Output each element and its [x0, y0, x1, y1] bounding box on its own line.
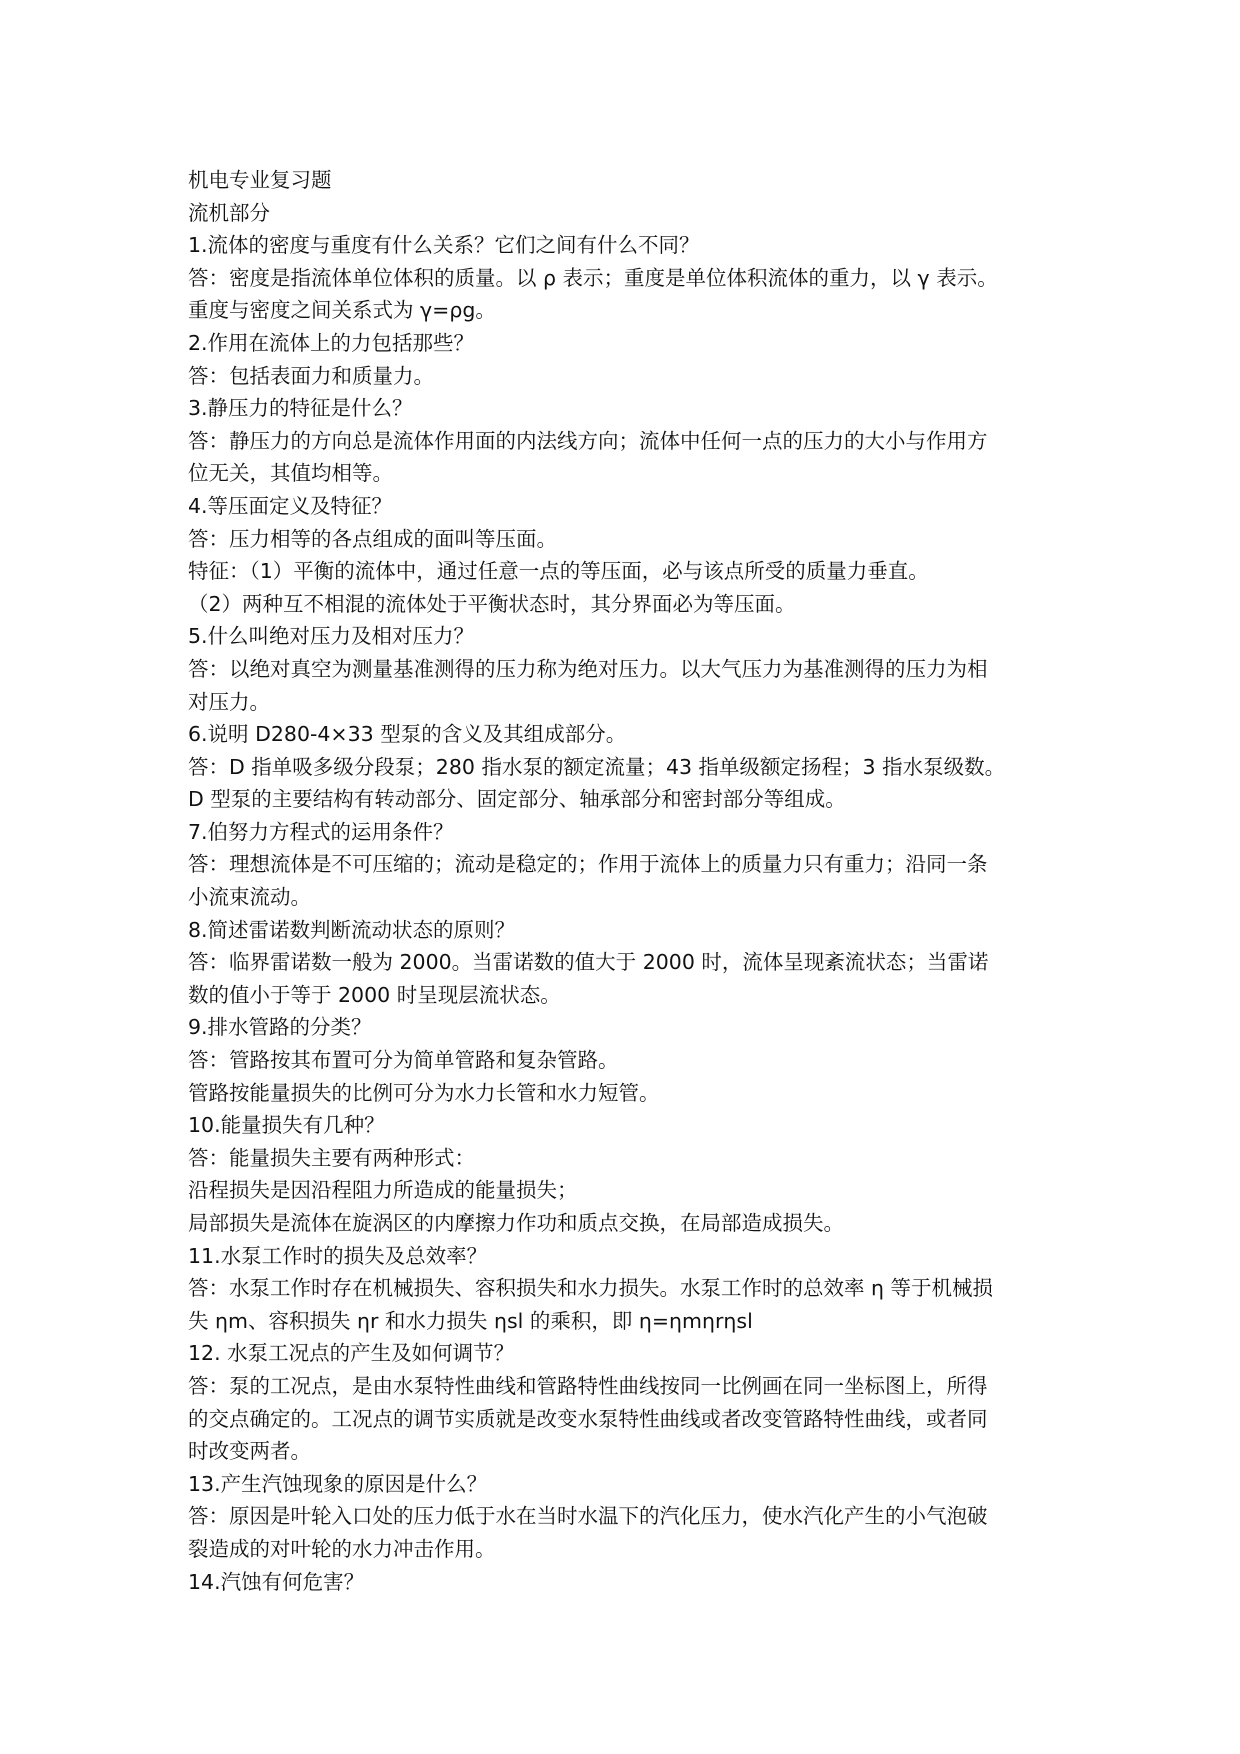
question-13: 13.产生汽蚀现象的原因是什么？	[188, 1471, 488, 1496]
answer-10-line-2: 沿程损失是因沿程阻力所造成的能量损失；	[188, 1178, 578, 1203]
answer-11-line-2: 失 ηm、容积损失 ηr 和水力损失 ηsl 的乘积，即 η=ηmηrηsl	[188, 1308, 753, 1333]
answer-9-line-2: 管路按能量损失的比例可分为水力长管和水力短管。	[188, 1080, 660, 1105]
document-title: 机电专业复习题	[188, 168, 332, 192]
question-14: 14.汽蚀有何危害？	[188, 1569, 365, 1594]
answer-10-line-1: 答：能量损失主要有两种形式：	[188, 1145, 475, 1170]
answer-12-line-1: 答：泵的工况点，是由水泵特性曲线和管路特性曲线按同一比例画在同一坐标图上，所得	[188, 1373, 988, 1398]
answer-5-line-2: 对压力。	[188, 689, 270, 714]
question-1: 1.流体的密度与重度有什么关系？它们之间有什么不同？	[188, 233, 700, 258]
answer-8-line-2: 数的值小于等于 2000 时呈现层流状态。	[188, 982, 561, 1007]
answer-11-line-1: 答：水泵工作时存在机械损失、容积损失和水力损失。水泵工作时的总效率 η 等于机械损	[188, 1276, 994, 1301]
question-6: 6.说明 D280-4×33 型泵的含义及其组成部分。	[188, 722, 627, 747]
answer-6-line-2: D 型泵的主要结构有转动部分、固定部分、轴承部分和密封部分等组成。	[188, 787, 846, 812]
answer-1-line-2: 重度与密度之间关系式为 γ=ρg。	[188, 298, 496, 323]
answer-12-line-2: 的交点确定的。工况点的调节实质就是改变水泵特性曲线或者改变管路特性曲线，或者同	[188, 1406, 988, 1431]
question-8: 8.简述雷诺数判断流动状态的原则？	[188, 917, 516, 942]
section-heading: 流机部分	[188, 200, 270, 225]
answer-4-line-1: 答：压力相等的各点组成的面叫等压面。	[188, 526, 557, 551]
answer-13-line-2: 裂造成的对叶轮的水力冲击作用。	[188, 1536, 496, 1561]
question-4: 4.等压面定义及特征？	[188, 493, 393, 518]
question-7: 7.伯努力方程式的运用条件？	[188, 819, 454, 844]
answer-4-line-3: （2）两种互不相混的流体处于平衡状态时，其分界面必为等压面。	[188, 591, 796, 616]
answer-3-line-1: 答：静压力的方向总是流体作用面的内法线方向；流体中任何一点的压力的大小与作用方	[188, 428, 988, 453]
answer-8-line-1: 答：临界雷诺数一般为 2000。当雷诺数的值大于 2000 时，流体呈现紊流状态；当雷诺	[188, 950, 989, 975]
document-body	[188, 164, 1068, 1598]
answer-1-line-1: 答：密度是指流体单位体积的质量。以 ρ 表示；重度是单位体积流体的重力，以 γ 表示。	[188, 265, 998, 290]
answer-2: 答：包括表面力和质量力。	[188, 363, 434, 388]
question-2: 2.作用在流体上的力包括那些？	[188, 330, 475, 355]
answer-3-line-2: 位无关，其值均相等。	[188, 461, 393, 486]
answer-9-line-1: 答：管路按其布置可分为简单管路和复杂管路。	[188, 1048, 619, 1073]
question-12: 12. 水泵工况点的产生及如何调节？	[188, 1341, 515, 1366]
answer-6-line-1: 答：D 指单吸多级分段泵；280 指水泵的额定流量；43 指单级额定扬程；3 指水泵级数。	[188, 754, 1006, 779]
answer-7-line-1: 答：理想流体是不可压缩的；流动是稳定的；作用于流体上的质量力只有重力；沿同一条	[188, 852, 988, 877]
question-11: 11.水泵工作时的损失及总效率？	[188, 1243, 488, 1268]
question-3: 3.静压力的特征是什么？	[188, 396, 413, 421]
question-9: 9.排水管路的分类？	[188, 1015, 372, 1040]
answer-10-line-3: 局部损失是流体在旋涡区的内摩擦力作功和质点交换，在局部造成损失。	[188, 1211, 844, 1235]
answer-5-line-1: 答：以绝对真空为测量基准测得的压力称为绝对压力。以大气压力为基准测得的压力为相	[188, 656, 988, 681]
answer-4-line-2: 特征：（1）平衡的流体中，通过任意一点的等压面，必与该点所受的质量力垂直。	[188, 559, 929, 584]
question-5: 5.什么叫绝对压力及相对压力？	[188, 624, 475, 649]
answer-7-line-2: 小流束流动。	[188, 885, 311, 910]
answer-13-line-1: 答：原因是叶轮入口处的压力低于水在当时水温下的汽化压力，使水汽化产生的小气泡破	[188, 1504, 988, 1529]
answer-12-line-3: 时改变两者。	[188, 1439, 311, 1464]
question-10: 10.能量损失有几种？	[188, 1113, 385, 1138]
